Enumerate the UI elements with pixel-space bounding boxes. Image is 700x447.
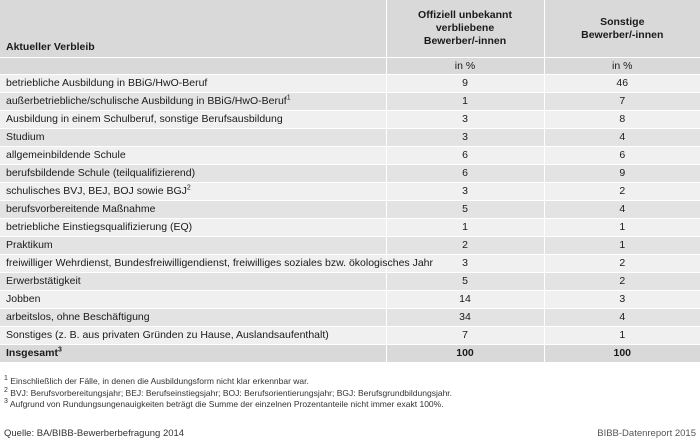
credit-note: BIBB-Datenreport 2015 — [597, 428, 696, 439]
row-label: betriebliche Einstiegsqualifizierung (EQ) — [0, 219, 386, 237]
row-value-unbekannt: 3 — [386, 111, 544, 129]
total-value-sonstige: 100 — [544, 345, 700, 363]
row-label: berufsvorbereitende Maßnahme — [0, 201, 386, 219]
unit-empty — [0, 58, 386, 75]
row-value-sonstige: 2 — [544, 183, 700, 201]
row-label: Ausbildung in einem Schulberuf, sonstige Berufsausbildung — [0, 111, 386, 129]
table-row — [0, 309, 700, 327]
row-value-unbekannt: 2 — [386, 237, 544, 255]
row-value-unbekannt: 3 — [386, 129, 544, 147]
row-value-sonstige: 1 — [544, 327, 700, 345]
row-value-sonstige: 1 — [544, 237, 700, 255]
table-row — [0, 93, 700, 111]
header-row — [0, 0, 700, 58]
table-row — [0, 147, 700, 165]
row-value-unbekannt: 9 — [386, 75, 544, 93]
row-value-sonstige: 4 — [544, 129, 700, 147]
row-value-sonstige: 4 — [544, 309, 700, 327]
row-value-sonstige: 9 — [544, 165, 700, 183]
row-label: Jobben — [0, 291, 386, 309]
header-col2-line1: Offiziell unbekannt — [418, 9, 512, 21]
table-row — [0, 129, 700, 147]
row-value-unbekannt: 3 — [386, 255, 544, 273]
total-label: Insgesamt$^3$ — [0, 345, 386, 363]
row-label: freiwilliger Wehrdienst, Bundesfreiwilligendienst, freiwilliges soziales bzw. ökologisches Jahr — [0, 255, 386, 273]
table-row — [0, 183, 700, 201]
header-col3-line2: Bewerber/-innen — [581, 28, 664, 41]
header-aktueller-verbleib: Aktueller Verbleib — [0, 0, 386, 58]
row-label: Sonstiges (z. B. aus privaten Gründen zu Hause, Auslandsaufenthalt) — [0, 327, 386, 345]
footnote: $^1$ Einschließlich der Fälle, in denen die Ausbildungsform nicht klar erkennbar war. — [4, 375, 309, 386]
row-label: Erwerbstätigkeit — [0, 273, 386, 291]
table-row — [0, 273, 700, 291]
table-row — [0, 111, 700, 129]
row-value-unbekannt: 14 — [386, 291, 544, 309]
header-offiziell-unbekannt — [386, 0, 544, 58]
table-row — [0, 237, 700, 255]
table-row — [0, 201, 700, 219]
row-value-unbekannt: 6 — [386, 147, 544, 165]
table-row — [0, 75, 700, 93]
row-value-sonstige: 6 — [544, 147, 700, 165]
table-row — [0, 255, 700, 273]
header-col3-line1: Sonstige — [600, 15, 645, 28]
header-col2-line2: verbliebene — [435, 22, 495, 34]
unit-col3: in % — [544, 58, 700, 75]
total-value-unbekannt: 100 — [386, 345, 544, 363]
row-value-unbekannt: 1 — [386, 93, 544, 111]
row-label: Praktikum — [0, 237, 386, 255]
row-label: betriebliche Ausbildung in BBiG/HwO-Beruf — [0, 75, 386, 93]
row-value-sonstige: 1 — [544, 219, 700, 237]
row-value-unbekannt: 5 — [386, 273, 544, 291]
table-row — [0, 327, 700, 345]
header-sonstige — [544, 0, 700, 58]
row-value-sonstige: 46 — [544, 75, 700, 93]
row-value-unbekannt: 34 — [386, 309, 544, 327]
row-value-sonstige: 4 — [544, 201, 700, 219]
unit-col2: in % — [386, 58, 544, 75]
table-row — [0, 291, 700, 309]
row-value-unbekannt: 5 — [386, 201, 544, 219]
row-value-unbekannt: 7 — [386, 327, 544, 345]
source-note: Quelle: BA/BIBB-Bewerberbefragung 2014 — [4, 428, 185, 439]
row-label: außerbetriebliche/schulische Ausbildung in BBiG/HwO-Beruf$^1$ — [0, 93, 386, 111]
row-value-unbekannt: 6 — [386, 165, 544, 183]
row-value-sonstige: 8 — [544, 111, 700, 129]
row-value-sonstige: 2 — [544, 273, 700, 291]
total-row — [0, 345, 700, 363]
footnote: $^3$ Aufgrund von Rundungsungenauigkeiten beträgt die Summe der einzelnen Prozentanteile nicht immer exakt 100%. — [4, 398, 444, 409]
row-value-unbekannt: 1 — [386, 219, 544, 237]
header-col2-line3: Bewerber/-innen — [423, 35, 507, 47]
row-value-sonstige: 7 — [544, 93, 700, 111]
footnote: $^2$ BVJ: Berufsvorbereitungsjahr; BEJ: Berufseinstiegsjahr; BOJ: Berufsorientierungsjahr; BGJ: Berufsgrundbildungsjahr. — [4, 386, 453, 398]
table-row — [0, 165, 700, 183]
row-label: schulisches BVJ, BEJ, BOJ sowie BGJ$^2$ — [0, 183, 386, 201]
row-label: allgemeinbildende Schule — [0, 147, 386, 165]
row-value-unbekannt: 3 — [386, 183, 544, 201]
unit-row — [0, 58, 700, 75]
table-row — [0, 219, 700, 237]
row-value-sonstige: 3 — [544, 291, 700, 309]
row-value-sonstige: 2 — [544, 255, 700, 273]
table-body — [0, 75, 700, 345]
row-label: berufsbildende Schule (teilqualifizierend) — [0, 165, 386, 183]
row-label: arbeitslos, ohne Beschäftigung — [0, 309, 386, 327]
footnotes — [4, 376, 694, 411]
row-label: Studium — [0, 129, 386, 147]
